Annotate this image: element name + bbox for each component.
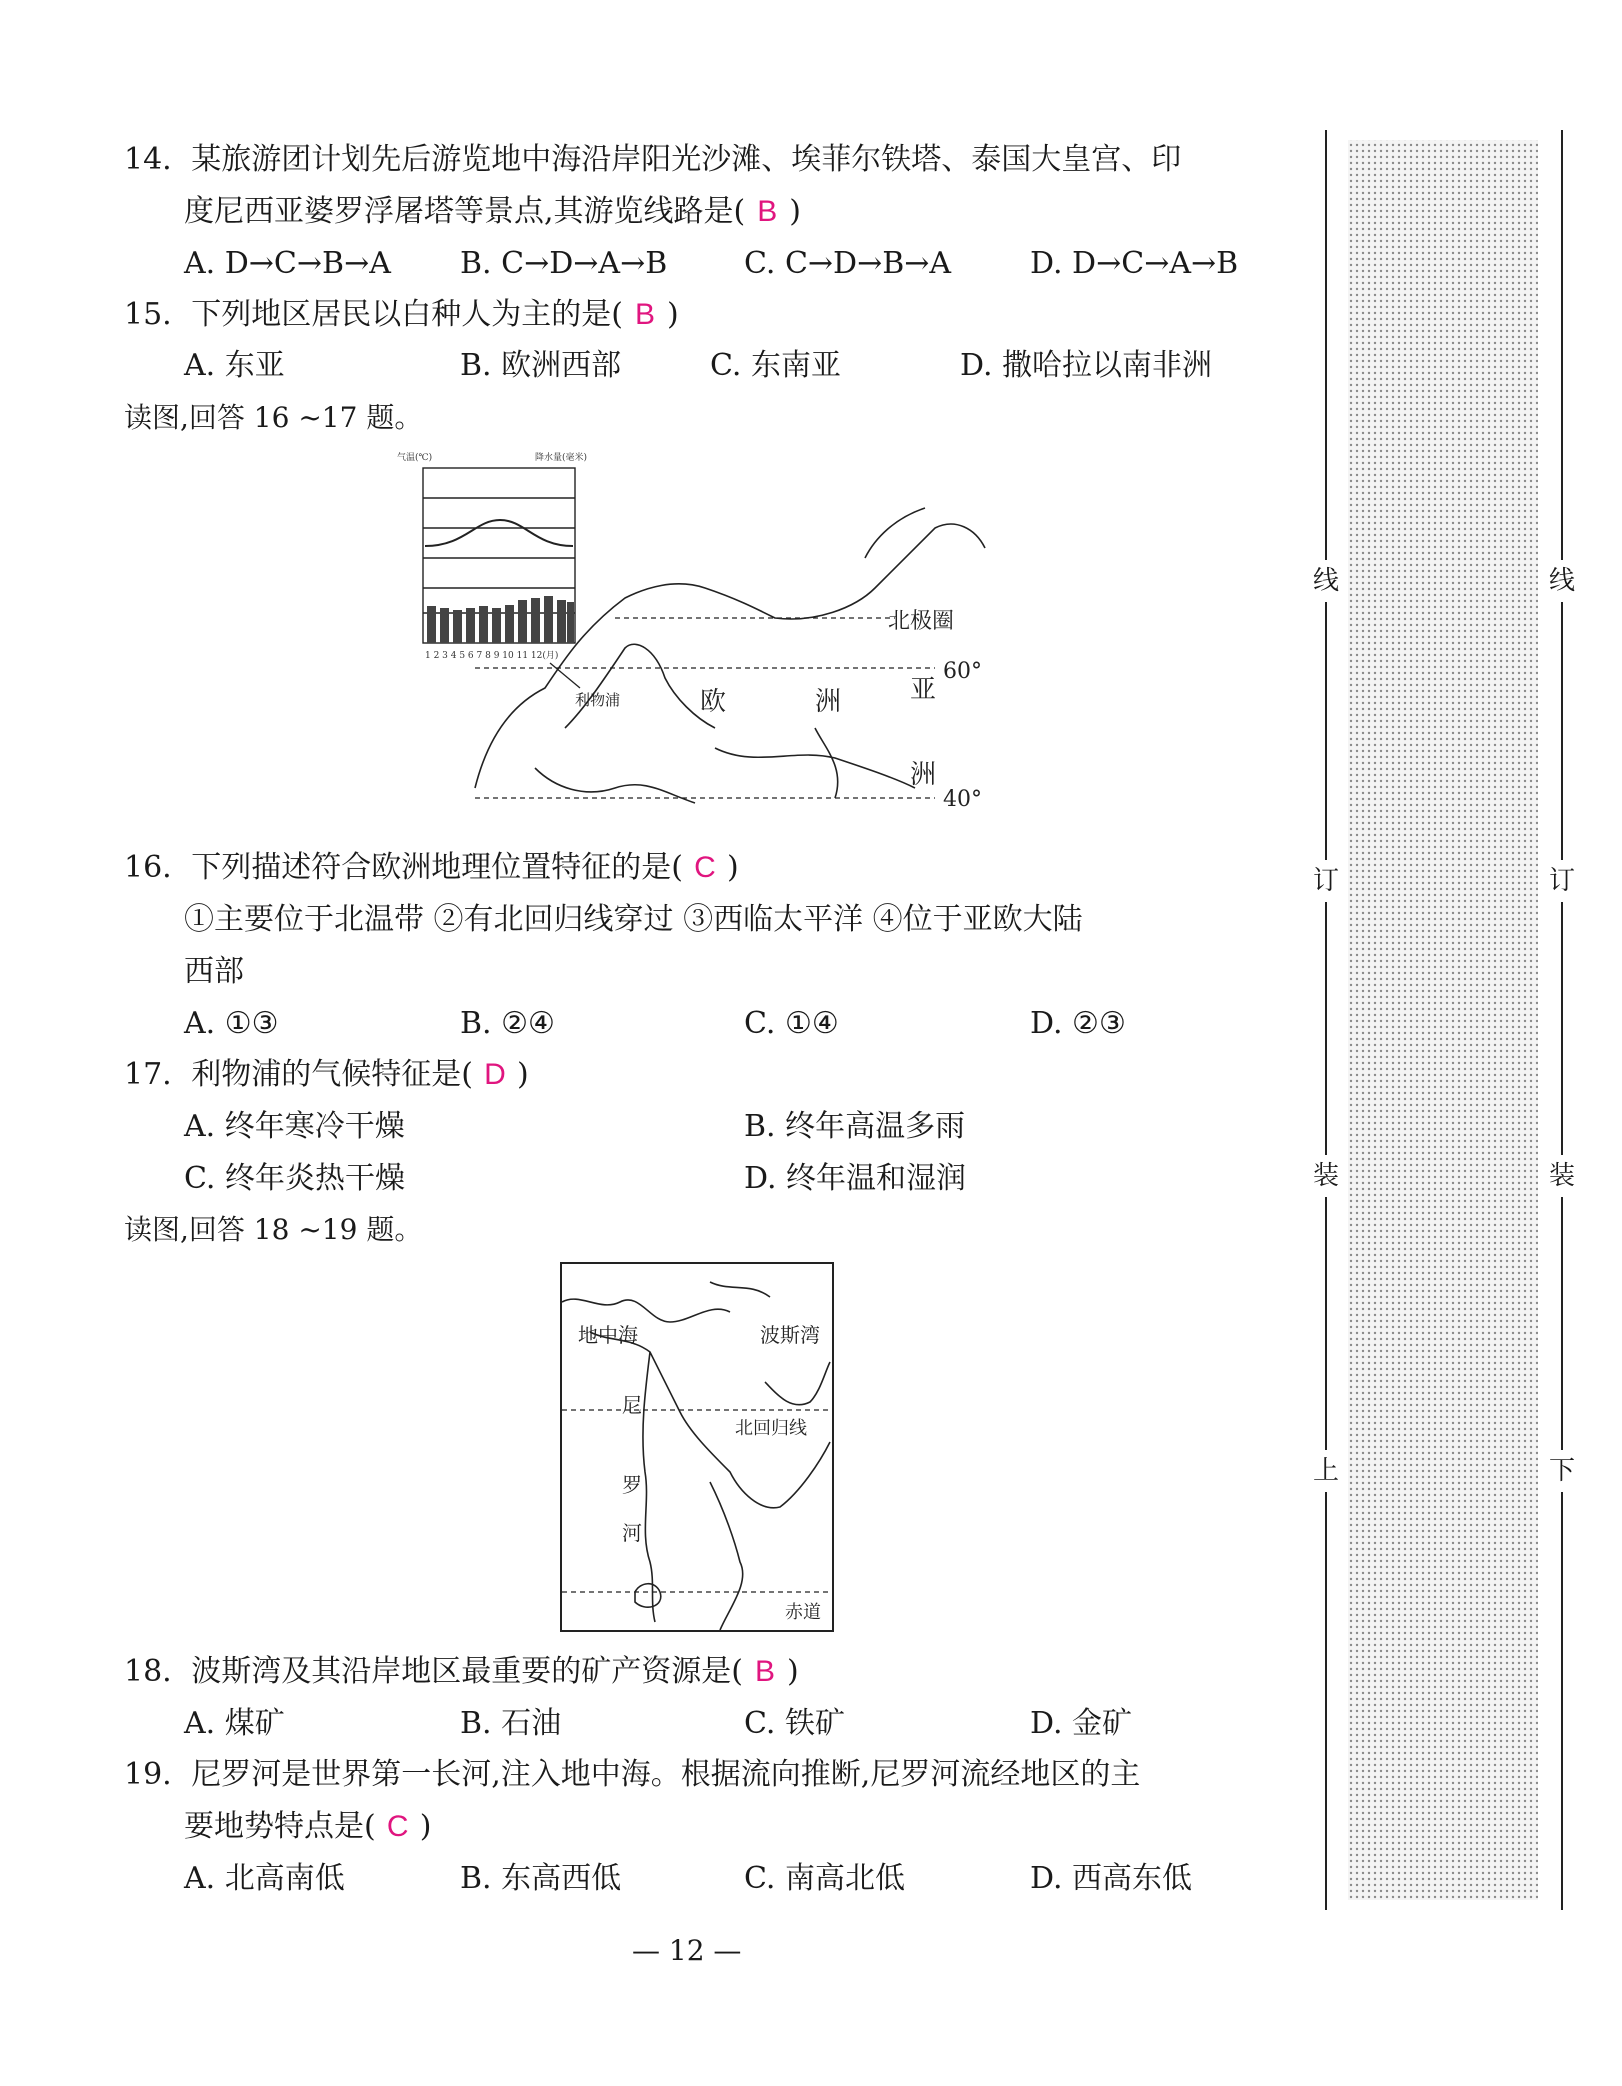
city-leader-line [550,663,580,688]
q15-option-d: D. 撒哈拉以南非洲 [960,348,1213,383]
q16-option-c: C. ①④ [744,1006,839,1041]
q19-line1: 19. 尼罗河是世界第一长河,注入地中海。根据流向推断,尼罗河流经地区的主 [124,1757,1141,1792]
svg-text:降水量(毫米): 降水量(毫米) [535,453,588,463]
q14-line2: 度尼西亚婆罗浮屠塔等景点,其游览线路是( B ) [184,192,801,232]
q16-answer: C [694,851,716,884]
q15-option-b: B. 欧洲西部 [460,348,622,383]
persian-gulf-label: 波斯湾 [760,1323,820,1347]
q16-line1: 16. 下列描述符合欧洲地理位置特征的是( C ) [124,848,739,888]
nile-label-2: 罗 [622,1473,642,1497]
nile-map-frame [561,1263,833,1631]
binding-dotted-strip [1348,140,1538,1900]
europe-map-figure [395,448,995,828]
q16-statements-line1: ①主要位于北温带 ②有北回归线穿过 ③西临太平洋 ④位于亚欧大陆 [184,902,1083,937]
mediterranean-label: 地中海 [578,1323,638,1347]
city-label: 利物浦 [575,691,621,709]
q16-statements-line2: 西部 [184,954,244,989]
q19-option-b: B. 东高西低 [460,1861,622,1896]
q16-option-d: D. ②③ [1030,1006,1126,1041]
q17-option-c: C. 终年炎热干燥 [184,1161,405,1196]
q17-option-a: A. 终年寒冷干燥 [184,1109,405,1144]
europe-label-2: 洲 [815,687,842,717]
asia-label-2: 洲 [910,760,937,790]
q18-answer: B [754,1655,775,1688]
q18-line1: 18. 波斯湾及其沿岸地区最重要的矿产资源是( B ) [124,1652,799,1692]
q19-option-d: D. 西高东低 [1030,1861,1193,1896]
q19-line2: 要地势特点是( C ) [184,1807,431,1847]
q18-option-a: A. 煤矿 [184,1706,285,1741]
q15-answer: B [634,298,655,331]
read-instruction-1: 读图,回答 16 ~17 题。 [124,401,423,434]
svg-text:气温(℃): 气温(℃) [397,453,433,463]
q17-answer: D [484,1058,506,1091]
q14-option-c: C. C→D→B→A [744,246,952,281]
climate-chart [397,451,587,661]
q15-line1: 15. 下列地区居民以白种人为主的是( B ) [124,295,679,335]
lat-60-label: 60° [943,659,982,684]
q19-answer: C [386,1810,409,1843]
asia-label-1: 亚 [910,675,937,705]
q14-option-d: D. D→C→A→B [1030,246,1239,281]
binding-right-char-1: 线 [1547,560,1577,602]
page-number: — 12 — [632,1934,742,1967]
svg-text:1 2 3 4 5 6 7 8 9 10 11 12(月): 1 2 3 4 5 6 7 8 9 10 11 12(月) [425,651,559,661]
q16-option-b: B. ②④ [460,1006,555,1041]
q19-option-a: A. 北高南低 [184,1861,345,1896]
q16-option-a: A. ①③ [184,1006,279,1041]
binding-right-char-2: 订 [1547,860,1577,902]
q14-option-a: A. D→C→B→A [184,246,391,281]
arctic-circle-label: 北极圈 [888,609,955,634]
binding-left-char-2: 订 [1311,860,1341,902]
q17-line1: 17. 利物浦的气候特征是( D ) [124,1055,529,1095]
q18-option-c: C. 铁矿 [744,1706,845,1741]
q15-option-a: A. 东亚 [184,348,285,383]
q17-option-d: D. 终年温和湿润 [744,1161,967,1196]
europe-label-1: 欧 [700,687,727,717]
q17-option-b: B. 终年高温多雨 [744,1109,966,1144]
binding-left-char-1: 线 [1311,560,1341,602]
binding-left-char-3: 装 [1311,1155,1341,1197]
tropic-label: 北回归线 [735,1418,807,1439]
q18-option-d: D. 金矿 [1030,1706,1133,1741]
nile-map-figure [560,1262,834,1632]
nile-label-1: 尼 [622,1393,642,1417]
read-instruction-2: 读图,回答 18 ~19 题。 [124,1213,423,1246]
q19-option-c: C. 南高北低 [744,1861,905,1896]
q14-option-b: B. C→D→A→B [460,246,668,281]
q14-answer: B [757,195,778,228]
q14-line1: 14. 某旅游团计划先后游览地中海沿岸阳光沙滩、埃菲尔铁塔、泰国大皇宫、印 [124,142,1182,177]
equator-label: 赤道 [785,1602,821,1623]
q15-option-c: C. 东南亚 [710,348,841,383]
binding-left-char-4: 上 [1311,1450,1341,1492]
q18-option-b: B. 石油 [460,1706,562,1741]
binding-right-char-3: 装 [1547,1155,1577,1197]
lat-40-label: 40° [943,787,982,812]
nile-label-3: 河 [622,1521,642,1545]
binding-margin [1300,130,1570,1910]
binding-right-char-4: 下 [1547,1450,1577,1492]
